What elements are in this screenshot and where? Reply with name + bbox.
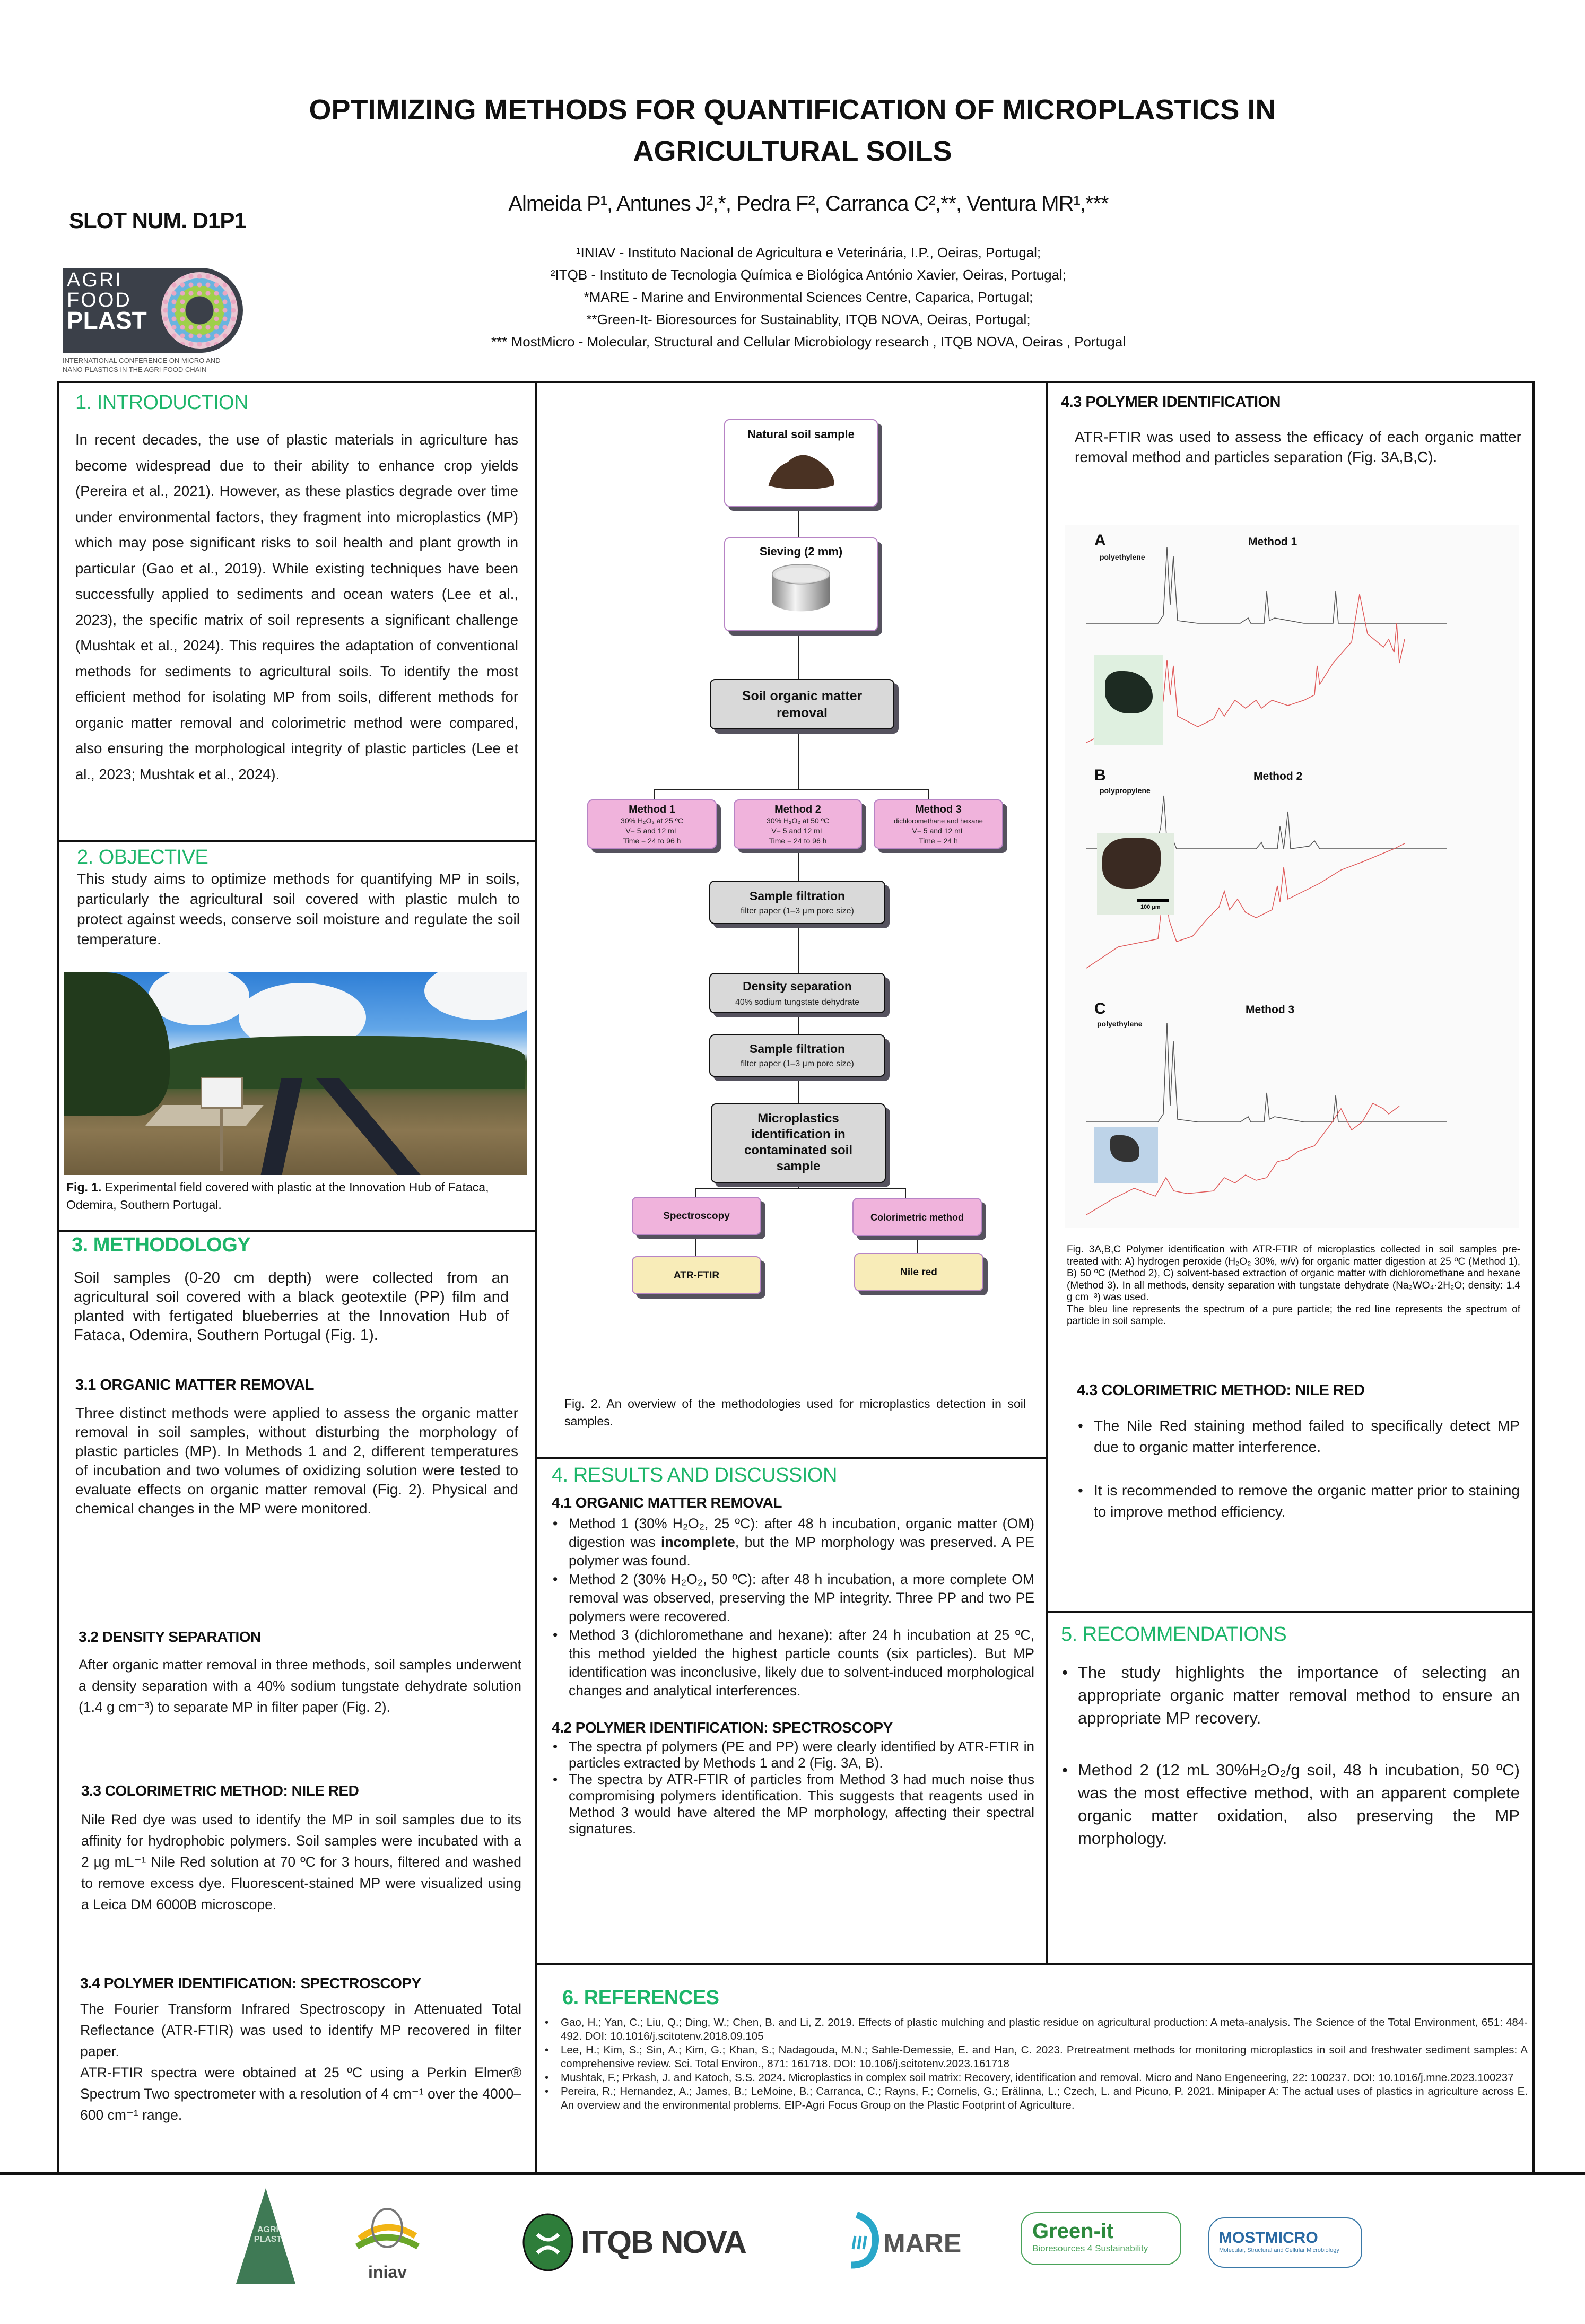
mare-wave-icon — [843, 2212, 881, 2270]
university-seal-icon — [522, 2213, 573, 2271]
mostmicro-logo-sub: Molecular, Structural and Cellular Microbiology — [1219, 2247, 1339, 2253]
sieving-label: Sieving (2 mm) — [759, 545, 843, 558]
mostmicro-logo — [1208, 2217, 1362, 2268]
tagline-line-2: NANO-PLASTICS IN THE AGRI-FOOD CHAIN — [63, 365, 207, 373]
results-spec-heading: 4.2 POLYMER IDENTIFICATION: SPECTROSCOPY — [552, 1719, 893, 1736]
panel-b-letter: B — [1094, 767, 1106, 784]
connector — [798, 729, 799, 789]
objective-section — [77, 846, 520, 950]
connector — [654, 789, 929, 790]
om-removal-box — [710, 679, 894, 729]
authors: Almeida P¹, Antunes J²,*, Pedra F², Carranca C²,**, Ventura MR¹,*** — [508, 192, 1109, 215]
dotted-circle-icon — [161, 272, 238, 349]
panel-c-letter: C — [1094, 1000, 1106, 1017]
particle-image — [1102, 838, 1161, 889]
connector — [654, 789, 655, 799]
method-1-time: Time = 24 to 96 h — [623, 837, 681, 845]
results-heading: 4. RESULTS AND DISCUSSION — [552, 1464, 837, 1486]
natural-soil-sample-box — [724, 419, 878, 507]
panel-b-polymer: polypropylene — [1100, 786, 1151, 795]
references-list — [544, 2016, 1528, 2112]
density-separation-title: Density separation — [743, 979, 852, 993]
method-1-reagent: 30% H₂O₂ at 25 ºC — [621, 816, 683, 825]
divider-flowchart-results — [535, 1457, 1048, 1459]
method-2-volume: V= 5 and 12 mL — [771, 826, 824, 835]
sieving-box — [724, 537, 878, 631]
soil-pile-icon — [761, 445, 841, 492]
slot-number: SLOT NUM. D1P1 — [69, 208, 246, 233]
colorimetric-box — [852, 1198, 982, 1236]
divider-col2 — [1046, 381, 1048, 1964]
method-3-volume: V= 5 and 12 mL — [912, 826, 965, 835]
sieve-icon — [767, 562, 835, 615]
filtration-1-sub: filter paper (1–3 µm pore size) — [741, 907, 854, 916]
connector — [917, 1236, 918, 1253]
mare-logo — [843, 2212, 976, 2270]
scale-bar-label: 100 µm — [1140, 904, 1161, 910]
results-om-list — [552, 1514, 1034, 1700]
connector — [798, 924, 799, 973]
logo-word-agri: AGRI — [67, 269, 123, 291]
methodology-text: Soil samples (0-20 cm depth) were collected from an agricultural soil covered with a black geotextile (PP) film and planted with fertigated blueberries at the Innovation Hub of Fataca, Odemira, Southern Portugal (Fig. 1). — [74, 1269, 509, 1344]
tagline-line-1: INTERNATIONAL CONFERENCE ON MICRO AND — [63, 356, 221, 364]
results-om-heading: 4.1 ORGANIC MATTER REMOVAL — [552, 1494, 782, 1511]
natural-soil-sample-label: Natural soil sample — [747, 428, 855, 441]
itqb-nova-logo-text: ITQB NOVA — [581, 2224, 746, 2260]
panel-b-method: Method 2 — [1253, 770, 1303, 782]
conference-tagline — [63, 356, 243, 374]
subsection-3-1-heading: 3.1 ORGANIC MATTER REMOVAL — [75, 1377, 314, 1394]
density-separation-box — [709, 973, 885, 1013]
introduction-heading: 1. INTRODUCTION — [75, 391, 249, 414]
frame-left — [57, 381, 59, 2174]
results-om-item — [552, 1514, 1034, 1570]
recommendations-item: • The study highlights the importance of selecting an appropriate organic matter removal method to ensure an appropriate MP recovery. — [1061, 1661, 1520, 1729]
spectroscopy-method-section — [80, 1975, 521, 2126]
poster-title — [0, 89, 1585, 172]
connector — [798, 507, 799, 537]
recommendations-heading: 5. RECOMMENDATIONS — [1061, 1623, 1287, 1646]
connector — [798, 1077, 799, 1103]
frame-right — [1532, 381, 1535, 2174]
nile-red-results-section — [1077, 1382, 1520, 1522]
atr-ftir-label: ATR-FTIR — [673, 1270, 720, 1281]
panel-a-micrograph — [1094, 655, 1163, 745]
method-3-title: Method 3 — [915, 804, 962, 815]
divider-col1 — [535, 381, 537, 2174]
method-2-title: Method 2 — [774, 804, 821, 815]
conference-logo — [63, 268, 243, 374]
field-photo — [64, 972, 527, 1175]
panel-c-method: Method 3 — [1246, 1004, 1295, 1016]
figure-1-label: Fig. 1. — [66, 1180, 102, 1194]
objective-text: This study aims to optimize methods for quantifying MP in soils, particularly the agricultural soil covered with plastic mulch to protect against weeds, conserve soil moisture and regulate the soil temperature. — [77, 871, 520, 947]
identification-box — [711, 1103, 886, 1183]
method-2-time: Time = 24 to 96 h — [769, 837, 827, 845]
subsection-3-4-text: The Fourier Transform Infrared Spectroscopy in Attenuated Total Reflectance (ATR-FTIR) was used to identify MP recovered in filter paper. — [80, 2001, 521, 2059]
methodology-heading: 3. METHODOLOGY — [72, 1234, 251, 1256]
frame-bottom — [0, 2172, 1585, 2175]
affiliation: *MARE - Marine and Environmental Sciences Centre, Caparica, Portugal; — [584, 289, 1033, 305]
spectroscopy-label: Spectroscopy — [663, 1211, 730, 1222]
swoosh-icon — [354, 2207, 421, 2260]
figure-2-caption: Fig. 2. An overview of the methodologies used for microplastics detection in soil samples. — [564, 1397, 1026, 1428]
connector — [798, 849, 799, 881]
panel-a-method: Method 1 — [1248, 536, 1297, 548]
nile-red-results-list — [1077, 1415, 1520, 1522]
subsection-3-4-heading: 3.4 POLYMER IDENTIFICATION: SPECTROSCOPY — [80, 1975, 421, 1991]
nile-red-results-heading: 4.3 COLORIMETRIC METHOD: NILE RED — [1077, 1382, 1365, 1399]
sign-post — [220, 1108, 223, 1171]
scale-bar — [1137, 899, 1169, 902]
logo-word-plast: PLAST — [67, 307, 147, 334]
method-2-box — [734, 799, 862, 849]
reference-item: • Gao, H.; Yan, C.; Liu, Q.; Ding, W.; Chen, B. and Li, Z. 2019. Effects of plastic mulching and plastic residue on agricultural production: A meta-analysis. The Science of the Total Environment, 651: 484-492. DOI: 10.1016/j.scitotenv.2018.09.105 — [544, 2016, 1528, 2043]
green-it-logo-sub: Bioresources 4 Sustainability — [1032, 2243, 1148, 2253]
results-spec-item: • The spectra by ATR-FTIR of particles from Method 3 had much noise thus compromising polymers identification. This suggests that reagents used in Method 3 would have altered the MP morphology, affecting their spectral signatures. — [552, 1771, 1034, 1837]
panel-c-polymer: polyethylene — [1097, 1020, 1143, 1028]
method-2-reagent: 30% H₂O₂ at 50 ºC — [767, 816, 829, 825]
iniav-logo-text: iniav — [368, 2262, 407, 2282]
mare-logo-text: MARE — [883, 2229, 962, 2258]
connector — [905, 1188, 906, 1198]
green-it-logo — [1021, 2212, 1181, 2265]
density-section — [79, 1629, 521, 1718]
agriplast-logo-text: AGRI PLAST — [254, 2225, 282, 2244]
mostmicro-logo-text: MOSTMICRO — [1219, 2229, 1318, 2247]
divider-nilered-recommendations — [1046, 1611, 1535, 1613]
nile-red-method-section — [81, 1782, 521, 1915]
particle-image — [1105, 671, 1153, 713]
frame-top — [57, 381, 1535, 383]
agriplast-logo — [236, 2188, 295, 2284]
results-om-emphasis: incomplete — [660, 1534, 735, 1550]
polymer-id-heading: 4.3 POLYMER IDENTIFICATION — [1061, 394, 1281, 411]
filtration-2-box — [709, 1034, 885, 1077]
figure-1-text: Experimental field covered with plastic at the Innovation Hub of Fataca, Odemira, Southern Portugal. — [66, 1180, 489, 1212]
method-1-box — [587, 799, 717, 849]
method-3-reagent: dichloromethane and hexane — [894, 817, 983, 825]
iniav-logo — [354, 2207, 421, 2282]
black-mulch-row — [316, 1078, 429, 1175]
affiliation: **Green-It- Bioresources for Sustainablity, ITQB NOVA, Oeiras, Portugal; — [586, 311, 1031, 327]
connector — [798, 1013, 799, 1034]
recommendations-list — [1061, 1661, 1520, 1850]
title-line-1: OPTIMIZING METHODS FOR QUANTIFICATION OF MICROPLASTICS IN — [309, 94, 1276, 126]
connector — [695, 1235, 696, 1256]
figure-3-label: Fig. 3A,B,C — [1067, 1244, 1121, 1255]
recommendations-item: • Method 2 (12 mL 30%H₂O₂/g soil, 48 h incubation, 50 ºC) was the most effective method, with an apparent complete organic matter oxidation, also preserving the MP morphology. — [1061, 1759, 1520, 1850]
introduction-section — [75, 391, 518, 787]
figure-1-caption — [66, 1179, 528, 1214]
connector — [798, 1183, 799, 1188]
particle-image — [1110, 1135, 1139, 1162]
results-om-text: Method 1 (30% H₂O₂, 25 ºC): after 48 h incubation, organic matter (OM) digestion was — [569, 1516, 1034, 1550]
filtration-2-sub: filter paper (1–3 µm pore size) — [741, 1059, 854, 1068]
affiliation: ¹INIAV - Instituto Nacional de Agricultura e Veterinária, I.P., Oeiras, Portugal; — [576, 245, 1041, 260]
conference-logo-badge — [63, 268, 243, 353]
reference-item: • Pereira, R.; Hernandez, A.; James, B.; LeMoine, B.; Carranca, C.; Rayns, F.; Cornelis, G.; Erälinna, L.; Czech, L. and Picuno, P. 2021. Minipaper A: The actual uses of plastics in agriculture across E. An overview and the environmental problems. EIP-Agri Focus Group on the Plastic Footprint of Agriculture. — [544, 2085, 1528, 2112]
nile-red-results-item: • The Nile Red staining method failed to specifically detect MP due to organic matter interference. — [1077, 1415, 1520, 1458]
figure-3-caption-2: The bleu line represents the spectrum of a pure particle; the red line represents the spectrum of particle in soil sample. — [1067, 1303, 1520, 1327]
introduction-text: In recent decades, the use of plastic materials in agriculture has become widespread due to their ability to enhance crop yields (Pereira et al., 2021). However, as these plastics degrade over time under environmental factors, they fragment into microplastics (MP) which may pose significant risks to soil health and plant growth in particular (Gao et al., 2019). While existing techniques have been successfully applied to sediments and ocean waters (Lee et al., 2023), the specific matrix of soil represents a significant challenge (Mushtak et al., 2024). This requires the adaptation of conventional methods for sediments to agricultural soils. To identify the most efficient method for isolating MP from soils, different methods for organic matter removal and colorimetric method were compared, also ensuring the morphological integrity of plastic particles (Lee et al., 2023; Mushtak et al., 2024). — [75, 431, 518, 782]
method-1-volume: V= 5 and 12 mL — [625, 826, 678, 835]
connector — [695, 1188, 906, 1189]
subsection-3-3-heading: 3.3 COLORIMETRIC METHOD: NILE RED — [81, 1782, 359, 1799]
subsection-3-2-text: After organic matter removal in three methods, soil samples underwent a density separation with a 40% sodium tungstate dehydrate solution (1.4 g cm⁻³) to separate MP in filter paper (Fig. 2). — [79, 1657, 521, 1715]
results-om-text: , but the MP morphology was preserved. A PE polymer was found. — [569, 1534, 1034, 1569]
subsection-3-3-text: Nile Red dye was used to identify the MP in soil samples due to its affinity for hydrophobic polymers. Soil samples were incubated with a 2 µg mL⁻¹ Nile Red solution at 70 ºC for 3 hours, filtered and washed to remove excess dye. Fluorescent-stained MP were visualized using a Leica DM 6000B microscope. — [81, 1812, 521, 1912]
identification-label: Microplastics identification in contaminated soil sample — [744, 1111, 853, 1173]
panel-c-spectrum — [1065, 992, 1519, 1220]
objective-heading: 2. OBJECTIVE — [77, 846, 208, 868]
title-line-2: AGRICULTURAL SOILS — [633, 135, 952, 167]
divider-results-references — [535, 1963, 1535, 1965]
cloud — [424, 972, 527, 1020]
reference-spectrum-a — [1086, 547, 1447, 623]
logo-word-food: FOOD — [67, 289, 132, 311]
figure-3-text: Polymer identification with ATR-FTIR of microplastics collected in soil samples pre-treated with: A) hydrogen peroxide (H₂O₂ 30%, w/v) for organic matter digestion at 25 ºC (Method 1), B) 50 ºC (Method 2), C) solvent-based extraction of organic matter with dichloromethane and hexane (Method 3). In all methods, density separation with tungstate dehydrate (Na₂WO₄·2H₂O; density: 1.4 g cm⁻³) was used. — [1067, 1244, 1520, 1303]
recommendations-section — [1061, 1623, 1520, 1850]
reference-spectrum-c — [1086, 1023, 1447, 1122]
divider-objective-methodology — [57, 1230, 537, 1232]
atr-ftir-box — [632, 1256, 761, 1294]
references-heading: 6. REFERENCES — [562, 1987, 719, 2009]
subsection-3-4-text-2: ATR-FTIR spectra were obtained at 25 ºC using a Perkin Elmer® Spectrum Two spectrometer with a resolution of 4 cm⁻¹ over the 4000–600 cm⁻¹ range. — [80, 2065, 521, 2123]
results-om-item: • Method 2 (30% H₂O₂, 50 ºC): after 48 h incubation, a more complete OM removal was observed, preserving the MP integrity. Three PP and two PE polymers were recovered. — [552, 1570, 1034, 1626]
subsection-3-2-heading: 3.2 DENSITY SEPARATION — [79, 1629, 261, 1645]
divider-intro-objective — [57, 840, 537, 842]
nile-red-label: Nile red — [900, 1267, 937, 1278]
filtration-2-title: Sample filtration — [749, 1042, 846, 1056]
panel-a-polymer: polyethylene — [1100, 553, 1145, 561]
results-section — [552, 1464, 1034, 1837]
black-mulch-row — [260, 1078, 302, 1175]
reference-item: • Mushtak, F.; Prkash, J. and Katoch, S.S. 2024. Microplastics in complex soil matrix: Recovery, identification and removal. Micro and Nano Engeneering, 22: 100237. DOI: 10.1016/j.mne.2023.100237 — [544, 2071, 1528, 2085]
panel-c-micrograph — [1094, 1127, 1158, 1183]
connector — [928, 789, 929, 799]
nile-red-box — [854, 1253, 983, 1291]
filtration-1-title: Sample filtration — [749, 889, 846, 903]
panel-b-micrograph — [1097, 833, 1174, 915]
results-om-item: • Method 3 (dichloromethane and hexane): after 24 h incubation at 25 ºC, this method yielded the highest particle counts (six particles). But MP identification was inconclusive, likely due to solvent-induced morphological changes and analytical interferences. — [552, 1626, 1034, 1700]
results-spec-list — [552, 1738, 1034, 1837]
connector — [695, 1188, 696, 1197]
nile-red-results-item: • It is recommended to remove the organic matter prior to staining to improve method efficiency. — [1077, 1480, 1520, 1522]
method-3-box — [874, 799, 1003, 849]
colorimetric-label: Colorimetric method — [870, 1212, 964, 1223]
polymer-id-text: ATR-FTIR was used to assess the efficacy of each organic matter removal method and particles separation (Fig. 3A,B,C). — [1075, 429, 1521, 465]
subsection-3-1-text: Three distinct methods were applied to assess the organic matter removal in soil samples, without disturbing the morphology of plastic particles (MP). In Methods 1 and 2, different temperatures of incubation and two volumes of oxidizing solution were tested to evaluate effects on organic matter removal (Fig. 2). Physical and chemical changes in the MP were monitored. — [75, 1405, 518, 1517]
itqb-nova-logo — [522, 2213, 748, 2271]
conference-logo-wordmark — [67, 270, 147, 333]
connector — [798, 631, 799, 679]
density-separation-sub: 40% sodium tungstate dehydrate — [735, 998, 859, 1007]
polymer-id-section — [1061, 394, 1522, 467]
results-spec-item: • The spectra pf polymers (PE and PP) were clearly identified by ATR-FTIR in particles extracted by Methods 1 and 2 (Fig. 3A, B). — [552, 1738, 1034, 1771]
method-3-time: Time = 24 h — [919, 837, 958, 845]
method-1-title: Method 1 — [629, 804, 675, 815]
affiliation: ²ITQB - Instituto de Tecnologia Química e Biológica António Xavier, Oeiras, Portugal; — [550, 267, 1067, 283]
spectroscopy-box — [632, 1197, 761, 1235]
reference-item: • Lee, H.; Kim, S.; Sin, A.; Kim, G.; Khan, S.; Nadagouda, M.N.; Sahle-Demessie, E. and Han, C. 2023. Pretreatment methods for monitoring microplastics in soil and freshwater sediment samples: A comprehensive review. Sci. Total Environ., 871: 161718. DOI: 10.106/j.scitotenv.2023.161718 — [544, 2043, 1528, 2071]
ftir-spectra-figure — [1065, 525, 1519, 1228]
filtration-1-box — [709, 881, 885, 924]
panel-a-letter: A — [1094, 532, 1106, 549]
om-removal-label: Soil organic matter removal — [742, 689, 863, 720]
field-sign — [201, 1077, 243, 1109]
methodology-section — [72, 1234, 520, 1518]
figure-3-caption — [1067, 1244, 1520, 1328]
affiliation: *** MostMicro - Molecular, Structural and Cellular Microbiology research , ITQB NOVA, Oeiras , Portugal — [491, 334, 1126, 350]
cloud — [149, 972, 249, 1025]
green-it-logo-text: Green-it — [1032, 2219, 1114, 2243]
references-section — [544, 1987, 1528, 2112]
